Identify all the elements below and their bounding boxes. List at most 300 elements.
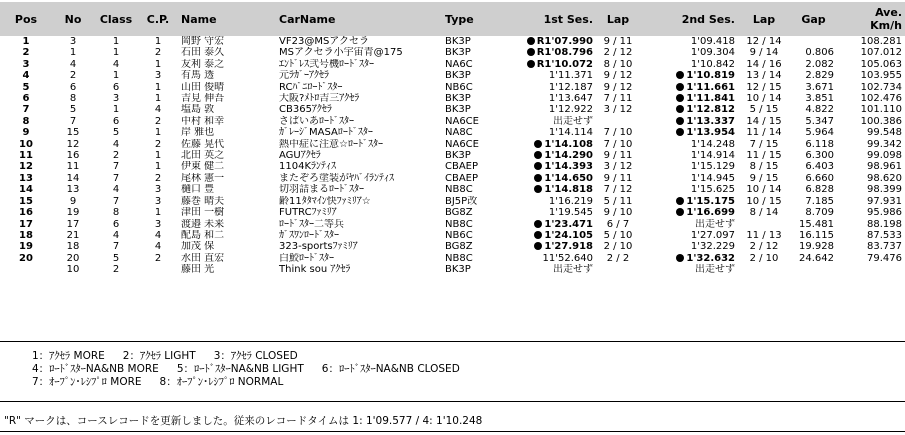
cell-text: 1'23.471 — [544, 218, 593, 230]
cell-text: 1'14.818 — [544, 184, 593, 196]
cell-text: 13 — [19, 172, 33, 184]
cell-type — [442, 70, 520, 81]
cell-t1 — [520, 116, 596, 127]
cell-lap2 — [738, 116, 790, 127]
cell-text: 7 / 12 — [603, 184, 633, 196]
cell-lap2 — [738, 59, 790, 70]
cell-cls — [94, 207, 138, 218]
cell-t1 — [520, 70, 596, 81]
cell-text: 1 — [154, 81, 162, 93]
cell-lap1 — [596, 127, 640, 138]
cell-text: 1'13.647 — [548, 93, 593, 105]
cell-text: 1'09.304 — [690, 47, 735, 59]
cell-text: NA6CE — [445, 115, 479, 127]
cell-name — [178, 253, 276, 264]
cell-pos — [0, 264, 52, 275]
best-lap-dot-icon — [534, 231, 542, 239]
cell-text: NB8C — [445, 184, 473, 196]
cell-gap — [790, 253, 837, 264]
cell-no — [52, 230, 94, 241]
cell-car — [276, 150, 442, 161]
cell-pos — [0, 184, 52, 195]
header-row — [0, 2, 905, 36]
best-lap-dot-icon — [534, 162, 542, 170]
cell-t1 — [520, 241, 596, 252]
cell-text: 1'14.248 — [690, 138, 735, 150]
cell-text: NB8C — [445, 252, 473, 264]
cell-lap1 — [596, 104, 640, 115]
best-lap-dot-icon — [676, 117, 684, 125]
cell-text: 13 / 14 — [746, 70, 782, 82]
legend-line — [32, 363, 478, 376]
cell-text: 7 / 11 — [603, 93, 633, 105]
cell-text: 津田 一樹 — [181, 207, 225, 219]
cell-t2 — [640, 241, 738, 252]
cell-text: 88.198 — [867, 218, 902, 230]
table-row — [0, 173, 905, 184]
legend-bottom-rule — [0, 401, 905, 402]
legend-item: 6：ﾛｰﾄﾞｽﾀｰNA&NB CLOSED — [321, 363, 460, 375]
cell-pos — [0, 253, 52, 264]
cell-no — [52, 184, 94, 195]
legend-line — [32, 376, 478, 389]
cell-ave — [837, 116, 905, 127]
header-2nd-session: 2nd Ses. — [640, 2, 738, 36]
cell-text: 16 — [19, 207, 33, 219]
cell-text: 8 / 15 — [749, 161, 779, 173]
cell-no — [52, 104, 94, 115]
cell-ave — [837, 70, 905, 81]
cell-cp — [138, 161, 178, 172]
cell-text: 7 — [112, 172, 120, 184]
cell-t2 — [640, 70, 738, 81]
table-row — [0, 184, 905, 195]
cell-cls — [94, 70, 138, 81]
cell-text: 1'10.842 — [690, 58, 735, 70]
cell-text: 5 — [112, 127, 120, 139]
cell-t1 — [520, 104, 596, 115]
cell-text: 1'14.108 — [544, 138, 593, 150]
cell-car — [276, 230, 442, 241]
cell-text: 4 — [22, 70, 30, 82]
cell-type — [442, 219, 520, 230]
cell-lap2 — [738, 196, 790, 207]
cell-pos — [0, 161, 52, 172]
cell-text: 1'12.187 — [548, 81, 593, 93]
cell-cls — [94, 230, 138, 241]
cell-gap — [790, 70, 837, 81]
cell-text: 6 — [22, 93, 30, 105]
cell-cp — [138, 104, 178, 115]
cell-pos — [0, 139, 52, 150]
cell-type — [442, 139, 520, 150]
header-class: Class — [94, 2, 138, 36]
cell-text: 3 / 12 — [603, 161, 633, 173]
cell-name — [178, 173, 276, 184]
cell-ave — [837, 230, 905, 241]
cell-text: 3.851 — [805, 93, 834, 105]
cell-pos — [0, 219, 52, 230]
cell-text: 塩島 敦 — [181, 104, 215, 116]
cell-text: 4 — [154, 104, 162, 116]
cell-text: 藤巻 晴夫 — [181, 195, 225, 207]
cell-t1 — [520, 219, 596, 230]
cell-ave — [837, 93, 905, 104]
cell-text: 4 — [112, 229, 120, 241]
cell-car — [276, 207, 442, 218]
cell-name — [178, 196, 276, 207]
cell-t2 — [640, 139, 738, 150]
cell-cp — [138, 253, 178, 264]
cell-text: 1'32.229 — [690, 241, 735, 253]
cell-text: R1'08.796 — [536, 47, 593, 59]
cell-text: 1'09.418 — [690, 36, 735, 47]
cell-name — [178, 70, 276, 81]
cell-ave — [837, 207, 905, 218]
cell-text: NA6CE — [445, 138, 479, 150]
cell-text: 99.548 — [867, 127, 902, 139]
cell-text: 6.118 — [805, 138, 834, 150]
cell-lap2 — [738, 70, 790, 81]
cell-car — [276, 264, 442, 275]
cell-t2 — [640, 161, 738, 172]
cell-text: 5 — [112, 252, 120, 264]
cell-cls — [94, 82, 138, 93]
cell-gap — [790, 184, 837, 195]
cell-t2 — [640, 93, 738, 104]
best-lap-dot-icon — [534, 151, 542, 159]
cell-car — [276, 116, 442, 127]
cell-cls — [94, 161, 138, 172]
cell-gap — [790, 196, 837, 207]
cell-car — [276, 219, 442, 230]
legend-item: 5：ﾛｰﾄﾞｽﾀｰNA&NB LIGHT — [176, 363, 304, 375]
cell-text: 83.737 — [867, 241, 902, 253]
table-row — [0, 241, 905, 252]
cell-cp — [138, 264, 178, 275]
cell-lap2 — [738, 241, 790, 252]
cell-text: 13 — [66, 184, 80, 196]
cell-text: NB6C — [445, 229, 473, 241]
cell-text: 8 / 14 — [749, 207, 779, 219]
cell-t2 — [640, 150, 738, 161]
cell-text: 100.386 — [860, 115, 902, 127]
cell-cls — [94, 264, 138, 275]
cell-type — [442, 196, 520, 207]
cell-text: 2 — [22, 47, 30, 59]
cell-text: ｶﾞﾚｰｼﾞMASAﾛｰﾄﾞｽﾀｰ — [279, 127, 373, 139]
cell-cp — [138, 47, 178, 58]
cell-text: 12 — [66, 138, 80, 150]
cell-text: 10 / 14 — [746, 184, 782, 196]
cell-lap1 — [596, 70, 640, 81]
cell-text: 6 — [69, 81, 77, 93]
cell-type — [442, 241, 520, 252]
cell-text: Think sou ｱｸｾﾗ — [279, 264, 351, 276]
cell-pos — [0, 70, 52, 81]
cell-text: 105.063 — [860, 58, 902, 70]
cell-text: 1'14.290 — [544, 150, 593, 162]
cell-text: 12 — [19, 161, 33, 173]
cell-text: AGUｱｸｾﾗ — [279, 150, 321, 162]
table-row — [0, 253, 905, 264]
cell-lap2 — [738, 82, 790, 93]
cell-text: 9 / 10 — [603, 207, 633, 219]
cell-t1 — [520, 93, 596, 104]
cell-text: 87.533 — [867, 229, 902, 241]
cell-text: 2 — [154, 115, 162, 127]
cell-lap2 — [738, 93, 790, 104]
cell-text: 12 / 14 — [746, 36, 782, 47]
cell-text: 1'15.175 — [686, 195, 735, 207]
cell-cls — [94, 127, 138, 138]
cell-text: 5 / 15 — [749, 104, 779, 116]
cell-text: 2 — [112, 150, 120, 162]
cell-text: 1'10.819 — [686, 70, 735, 82]
cell-ave — [837, 150, 905, 161]
cell-text: 2 / 12 — [749, 241, 779, 253]
cell-pos — [0, 173, 52, 184]
header-type: Type — [442, 2, 520, 36]
cell-text: 1'24.105 — [544, 229, 593, 241]
cell-text: VF23@MSアクセラ — [279, 36, 369, 47]
cell-ave — [837, 264, 905, 275]
cell-car — [276, 82, 442, 93]
cell-car — [276, 104, 442, 115]
cell-lap2 — [738, 47, 790, 58]
cell-text: 17 — [66, 218, 80, 230]
cell-no — [52, 173, 94, 184]
cell-no — [52, 150, 94, 161]
cell-lap2 — [738, 219, 790, 230]
cell-text: BK3P — [445, 150, 471, 162]
cell-lap1 — [596, 47, 640, 58]
table-row — [0, 70, 905, 81]
cell-text: 4 — [154, 229, 162, 241]
cell-gap — [790, 82, 837, 93]
cell-text: 10 / 14 — [746, 93, 782, 105]
cell-t2 — [640, 207, 738, 218]
cell-type — [442, 47, 520, 58]
cell-text: 加茂 保 — [181, 241, 215, 253]
cell-text: 9 / 12 — [603, 70, 633, 82]
best-lap-dot-icon — [676, 128, 684, 136]
cell-text: 11 / 15 — [746, 150, 782, 162]
table-row — [0, 59, 905, 70]
cell-text: 9 / 11 — [603, 150, 633, 162]
cell-text: 4 — [69, 58, 77, 70]
cell-gap — [790, 104, 837, 115]
cell-ave — [837, 82, 905, 93]
cell-no — [52, 219, 94, 230]
cell-text: 99.098 — [867, 150, 902, 162]
cell-text: 9 / 15 — [749, 172, 779, 184]
cell-text: 2 — [154, 47, 162, 59]
cell-lap1 — [596, 219, 640, 230]
cell-text: 101.110 — [860, 104, 902, 116]
cell-ave — [837, 196, 905, 207]
cell-lap1 — [596, 253, 640, 264]
table-row — [0, 127, 905, 138]
cell-text: 7 — [69, 115, 77, 127]
best-lap-dot-icon — [534, 140, 542, 148]
legend-item: 1：ｱｸｾﾗ MORE — [32, 350, 105, 362]
cell-ave — [837, 184, 905, 195]
cell-lap2 — [738, 104, 790, 115]
cell-lap1 — [596, 184, 640, 195]
class-legend — [32, 350, 478, 389]
cell-text: 10 — [19, 138, 33, 150]
cell-lap1 — [596, 264, 640, 275]
best-lap-dot-icon — [676, 94, 684, 102]
cell-text: 15 — [19, 195, 33, 207]
cell-text: 10 — [66, 264, 80, 276]
footnote-bottom-rule — [0, 431, 905, 432]
cell-cp — [138, 59, 178, 70]
best-lap-dot-icon — [676, 254, 684, 262]
cell-text: 2 — [154, 138, 162, 150]
cell-text: 1 — [112, 47, 120, 59]
cell-no — [52, 264, 94, 275]
cell-text: 4 — [112, 184, 120, 196]
cell-type — [442, 184, 520, 195]
cell-text: 1'14.114 — [548, 127, 593, 139]
cell-lap1 — [596, 36, 640, 47]
cell-text: 0.806 — [805, 47, 834, 59]
cell-no — [52, 161, 94, 172]
cell-gap — [790, 116, 837, 127]
best-lap-dot-icon — [676, 71, 684, 79]
cell-car — [276, 70, 442, 81]
cell-cp — [138, 36, 178, 47]
cell-lap1 — [596, 82, 640, 93]
cell-text: 元ﾗｶﾞｰｱｸｾﾗ — [279, 70, 329, 82]
cell-gap — [790, 139, 837, 150]
legend-item: 4：ﾛｰﾄﾞｽﾀｰNA&NB MORE — [32, 363, 159, 375]
header-lap1: Lap — [596, 2, 640, 36]
cell-text: NB8C — [445, 218, 473, 230]
cell-t1 — [520, 253, 596, 264]
cell-text: 5 / 10 — [603, 229, 633, 241]
cell-t1 — [520, 127, 596, 138]
cell-text: さぱいあﾛｰﾄﾞｽﾀｰ — [279, 115, 354, 127]
cell-text: 323-sportsﾌｧﾐﾘｱ — [279, 241, 358, 253]
cell-text: 5 — [22, 81, 30, 93]
legend-item: 8：ｵｰﾌﾟﾝ･ﾚｼﾌﾟﾛ NORMAL — [159, 376, 284, 388]
cell-text: FUTRCﾌｧﾐﾘｱ — [279, 207, 337, 219]
best-lap-dot-icon — [534, 220, 542, 228]
cell-ave — [837, 36, 905, 47]
cell-text: BK3P — [445, 70, 471, 82]
cell-cp — [138, 82, 178, 93]
cell-text: 藤田 光 — [181, 264, 215, 276]
cell-text: BK3P — [445, 36, 471, 47]
cell-gap — [790, 161, 837, 172]
cell-text: 伊東 健二 — [181, 161, 225, 173]
cell-car — [276, 36, 442, 47]
best-lap-dot-icon — [676, 208, 684, 216]
cell-text: 岸 雅也 — [181, 127, 215, 139]
cell-car — [276, 161, 442, 172]
cell-type — [442, 116, 520, 127]
cell-lap2 — [738, 161, 790, 172]
table-row — [0, 104, 905, 115]
cell-type — [442, 104, 520, 115]
cell-text: 6 — [112, 81, 120, 93]
table-row — [0, 230, 905, 241]
cell-text: 6 — [112, 115, 120, 127]
cell-text: 16.115 — [799, 229, 834, 241]
cell-text: 3 — [154, 70, 162, 82]
cell-cls — [94, 59, 138, 70]
cell-text: 1 — [69, 47, 77, 59]
cell-car — [276, 196, 442, 207]
cell-pos — [0, 230, 52, 241]
best-lap-dot-icon — [527, 60, 535, 68]
cell-cls — [94, 47, 138, 58]
cell-text: ﾛｰﾄﾞｽﾀｰ二等兵 — [279, 218, 344, 230]
cell-text: 102.476 — [860, 93, 902, 105]
cell-lap2 — [738, 36, 790, 47]
table-row — [0, 219, 905, 230]
header-ave: Ave. Km/h — [837, 2, 905, 36]
cell-t1 — [520, 161, 596, 172]
cell-text: 2 / 10 — [603, 241, 633, 253]
cell-text: 15.481 — [799, 218, 834, 230]
cell-text: 6 — [112, 218, 120, 230]
cell-text: 7 — [22, 104, 30, 116]
cell-text: 白鮫ﾛｰﾄﾞｽﾀｰ — [279, 252, 334, 264]
legend-item: 7：ｵｰﾌﾟﾝ･ﾚｼﾌﾟﾛ MORE — [32, 376, 142, 388]
cell-cls — [94, 139, 138, 150]
cell-t1 — [520, 230, 596, 241]
cell-car — [276, 253, 442, 264]
cell-text: 1 — [154, 161, 162, 173]
cell-cp — [138, 219, 178, 230]
cell-text: 1104Kﾗﾝﾃｨｽ — [279, 161, 337, 173]
cell-text: 切羽詰まるﾛｰﾄﾞｽﾀｰ — [279, 184, 364, 196]
cell-ave — [837, 104, 905, 115]
cell-text: 齢11ﾀﾀﾏｲﾝ快ﾌｧﾐﾘｱ☆ — [279, 195, 371, 207]
cell-cp — [138, 196, 178, 207]
cell-text: 出走せず — [553, 264, 593, 276]
cell-lap2 — [738, 207, 790, 218]
cell-lap2 — [738, 139, 790, 150]
cell-text: 5 / 11 — [603, 195, 633, 207]
cell-text: 7 — [112, 195, 120, 207]
cell-text: 1'11.371 — [548, 70, 593, 82]
cell-text: 3.671 — [805, 81, 834, 93]
cell-t1 — [520, 139, 596, 150]
cell-text: R1'07.990 — [536, 36, 593, 47]
cell-no — [52, 207, 94, 218]
cell-text: NA6C — [445, 58, 473, 70]
cell-cp — [138, 230, 178, 241]
cell-text: ｴﾝﾄﾞﾚｽ弐号機ﾛｰﾄﾞｽﾀｰ — [279, 58, 374, 70]
cell-no — [52, 253, 94, 264]
cell-text: 1'14.945 — [690, 172, 735, 184]
cell-text: 1'27.918 — [544, 241, 593, 253]
cell-text: 14 — [66, 172, 80, 184]
cell-lap1 — [596, 230, 640, 241]
cell-text: 3 — [69, 36, 77, 47]
cell-text: R1'10.072 — [536, 58, 593, 70]
cell-lap1 — [596, 173, 640, 184]
cell-text: 1'32.632 — [686, 252, 735, 264]
cell-text: 6.300 — [805, 150, 834, 162]
cell-car — [276, 139, 442, 150]
cell-text: 尾林 憲一 — [181, 172, 225, 184]
